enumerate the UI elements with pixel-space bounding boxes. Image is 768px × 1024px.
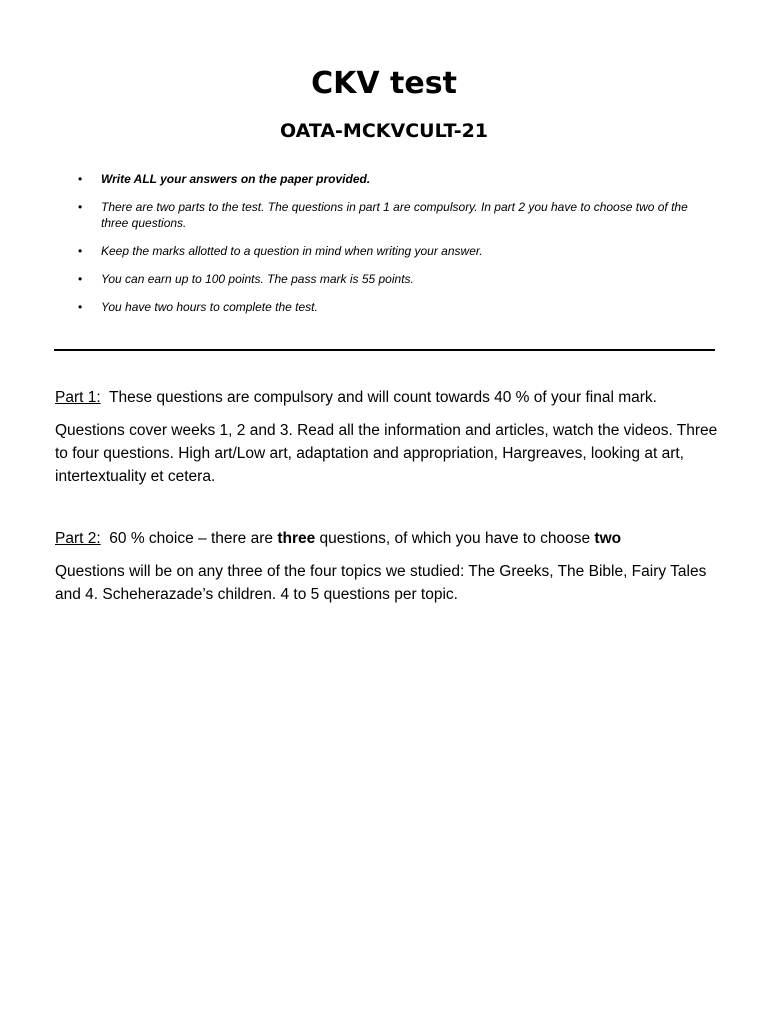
- instruction-text: You can earn up to 100 points. The pass mark is 55 points.: [101, 272, 414, 286]
- bullet-icon: •: [78, 272, 83, 286]
- course-code: OATA-MCKVCULT-21: [279, 120, 489, 142]
- part2-intro: [55, 527, 725, 550]
- instruction-text: Write ALL your answers on the paper provided.: [101, 172, 371, 186]
- part1-intro: [55, 386, 725, 409]
- part2-emphasis-two: two: [594, 530, 622, 547]
- instruction-text: You have two hours to complete the test.: [101, 300, 318, 314]
- bullet-icon: •: [78, 244, 83, 258]
- bullet-icon: •: [78, 200, 83, 214]
- part2-label: Part 2:: [55, 530, 101, 547]
- document-title: CKV test: [311, 66, 457, 101]
- part2-emphasis-three: three: [277, 530, 316, 547]
- instruction-item: [78, 299, 718, 315]
- instruction-item: [78, 243, 718, 259]
- part1-label: Part 1:: [55, 389, 101, 406]
- part2-intro-text-a: 60 % choice – there are: [109, 530, 278, 547]
- instruction-text: Keep the marks allotted to a question in mind when writing your answer.: [101, 244, 483, 258]
- instruction-item: [78, 271, 718, 287]
- instruction-text: There are two parts to the test. The questions in part 1 are compulsory. In part 2 you have to choose two of the three questions.: [101, 200, 688, 230]
- section-divider: [54, 349, 715, 351]
- part1-details: Questions cover weeks 1, 2 and 3. Read all the information and articles, watch the videos. Three to four questions. High art/Low art, adaptation and appropriation, Hargreaves, looking at art, intertextuality et cetera.: [55, 422, 718, 485]
- bullet-icon: •: [78, 300, 83, 314]
- part2-details: Questions will be on any three of the four topics we studied: The Greeks, The Bible, Fairy Tales and 4. Scheherazade’s children. 4 to 5 questions per topic.: [55, 563, 707, 603]
- part2-intro-text-b: questions, of which you have to choose: [315, 530, 595, 547]
- instructions-list: [78, 171, 718, 327]
- part1-intro-text: These questions are compulsory and will count towards 40 % of your final mark.: [109, 389, 657, 406]
- instruction-item: [78, 199, 718, 231]
- bullet-icon: •: [78, 172, 83, 186]
- instruction-item: [78, 171, 718, 187]
